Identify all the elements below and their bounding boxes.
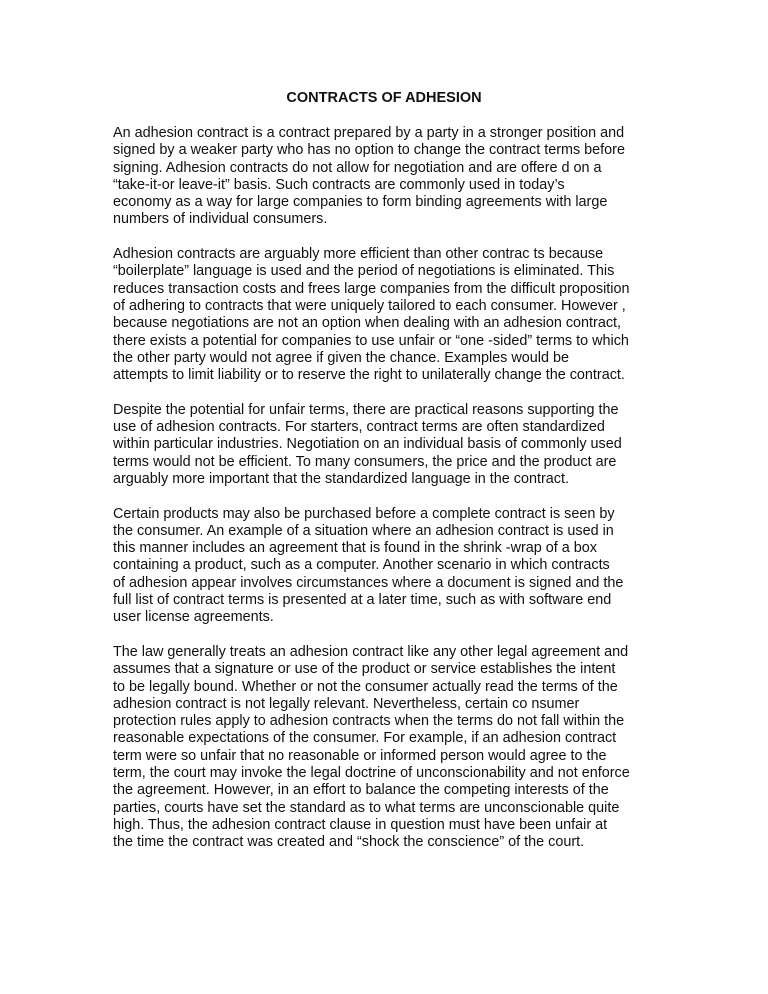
text-line: term were so unfair that no reasonable or informed person would agree to the	[113, 747, 607, 764]
text-line: reduces transaction costs and frees large companies from the difficult proposition	[113, 280, 630, 297]
text-line: containing a product, such as a computer. Another scenario in which contracts	[113, 557, 610, 574]
text-line: reasonable expectations of the consumer. For example, if an adhesion contract	[113, 730, 617, 747]
text-line: the agreement. However, in an effort to balance the competing interests of the	[113, 782, 609, 799]
text-line: because negotiations are not an option when dealing with an adhesion contract,	[113, 315, 622, 332]
text-line: arguably more important that the standardized language in the contract.	[113, 470, 569, 487]
text-line: “take-it-or leave-it” basis. Such contracts are commonly used in today’s	[113, 176, 565, 193]
text-line: protection rules apply to adhesion contracts when the terms do not fall within the	[113, 713, 625, 730]
document-title: CONTRACTS OF ADHESION	[286, 90, 482, 106]
text-line: term, the court may invoke the legal doctrine of unconscionability and not enforce	[113, 764, 630, 781]
paragraph-definition	[113, 125, 653, 229]
text-line: assumes that a signature or use of the product or service establishes the intent	[113, 661, 616, 678]
text-line: to be legally bound. Whether or not the consumer actually read the terms of the	[113, 678, 618, 695]
text-line: terms would not be efficient. To many consumers, the price and the product are	[113, 453, 617, 470]
text-line: The law generally treats an adhesion contract like any other legal agreement and	[113, 643, 629, 660]
text-line: user license agreements.	[113, 609, 274, 626]
paragraph-practical-reasons	[113, 402, 653, 488]
paragraph-efficiency	[113, 246, 653, 384]
text-line: “boilerplate” language is used and the period of negotiations is eliminated. This	[113, 263, 615, 280]
document-body	[113, 125, 653, 869]
text-line: signed by a weaker party who has no option to change the contract terms before	[113, 142, 625, 159]
paragraph-legal-treatment	[113, 644, 653, 852]
text-line: there exists a potential for companies to use unfair or “one -sided” terms to which	[113, 332, 629, 349]
text-line: adhesion contract is not legally relevant. Nevertheless, certain co nsumer	[113, 695, 580, 712]
text-line: the other party would not agree if given the chance. Examples would be	[113, 349, 569, 366]
text-line: Despite the potential for unfair terms, there are practical reasons supporting the	[113, 401, 619, 418]
text-line: of adhesion appear involves circumstances where a document is signed and the	[113, 574, 624, 591]
text-line: the consumer. An example of a situation where an adhesion contract is used in	[113, 522, 614, 539]
text-line: full list of contract terms is presented at a later time, such as with software end	[113, 592, 612, 609]
text-line: this manner includes an agreement that is found in the shrink -wrap of a box	[113, 540, 597, 557]
text-line: numbers of individual consumers.	[113, 211, 328, 228]
text-line: high. Thus, the adhesion contract clause in question must have been unfair at	[113, 816, 608, 833]
text-line: signing. Adhesion contracts do not allow for negotiation and are offere d on a	[113, 159, 602, 176]
text-line: within particular industries. Negotiation on an individual basis of commonly used	[113, 436, 622, 453]
text-line: use of adhesion contracts. For starters, contract terms are often standardized	[113, 419, 605, 436]
paragraph-purchase-before-contract	[113, 506, 653, 627]
text-line: parties, courts have set the standard as to what terms are unconscionable quite	[113, 799, 620, 816]
text-line: the time the contract was created and “shock the conscience” of the court.	[113, 834, 585, 851]
text-line: of adhering to contracts that were uniquely tailored to each consumer. However ,	[113, 297, 626, 314]
text-line: Certain products may also be purchased before a complete contract is seen by	[113, 505, 615, 522]
text-line: Adhesion contracts are arguably more efficient than other contrac ts because	[113, 246, 604, 263]
text-line: economy as a way for large companies to form binding agreements with large	[113, 194, 608, 211]
text-line: attempts to limit liability or to reserve the right to unilaterally change the contract.	[113, 367, 625, 384]
text-line: An adhesion contract is a contract prepared by a party in a stronger position and	[113, 125, 625, 141]
